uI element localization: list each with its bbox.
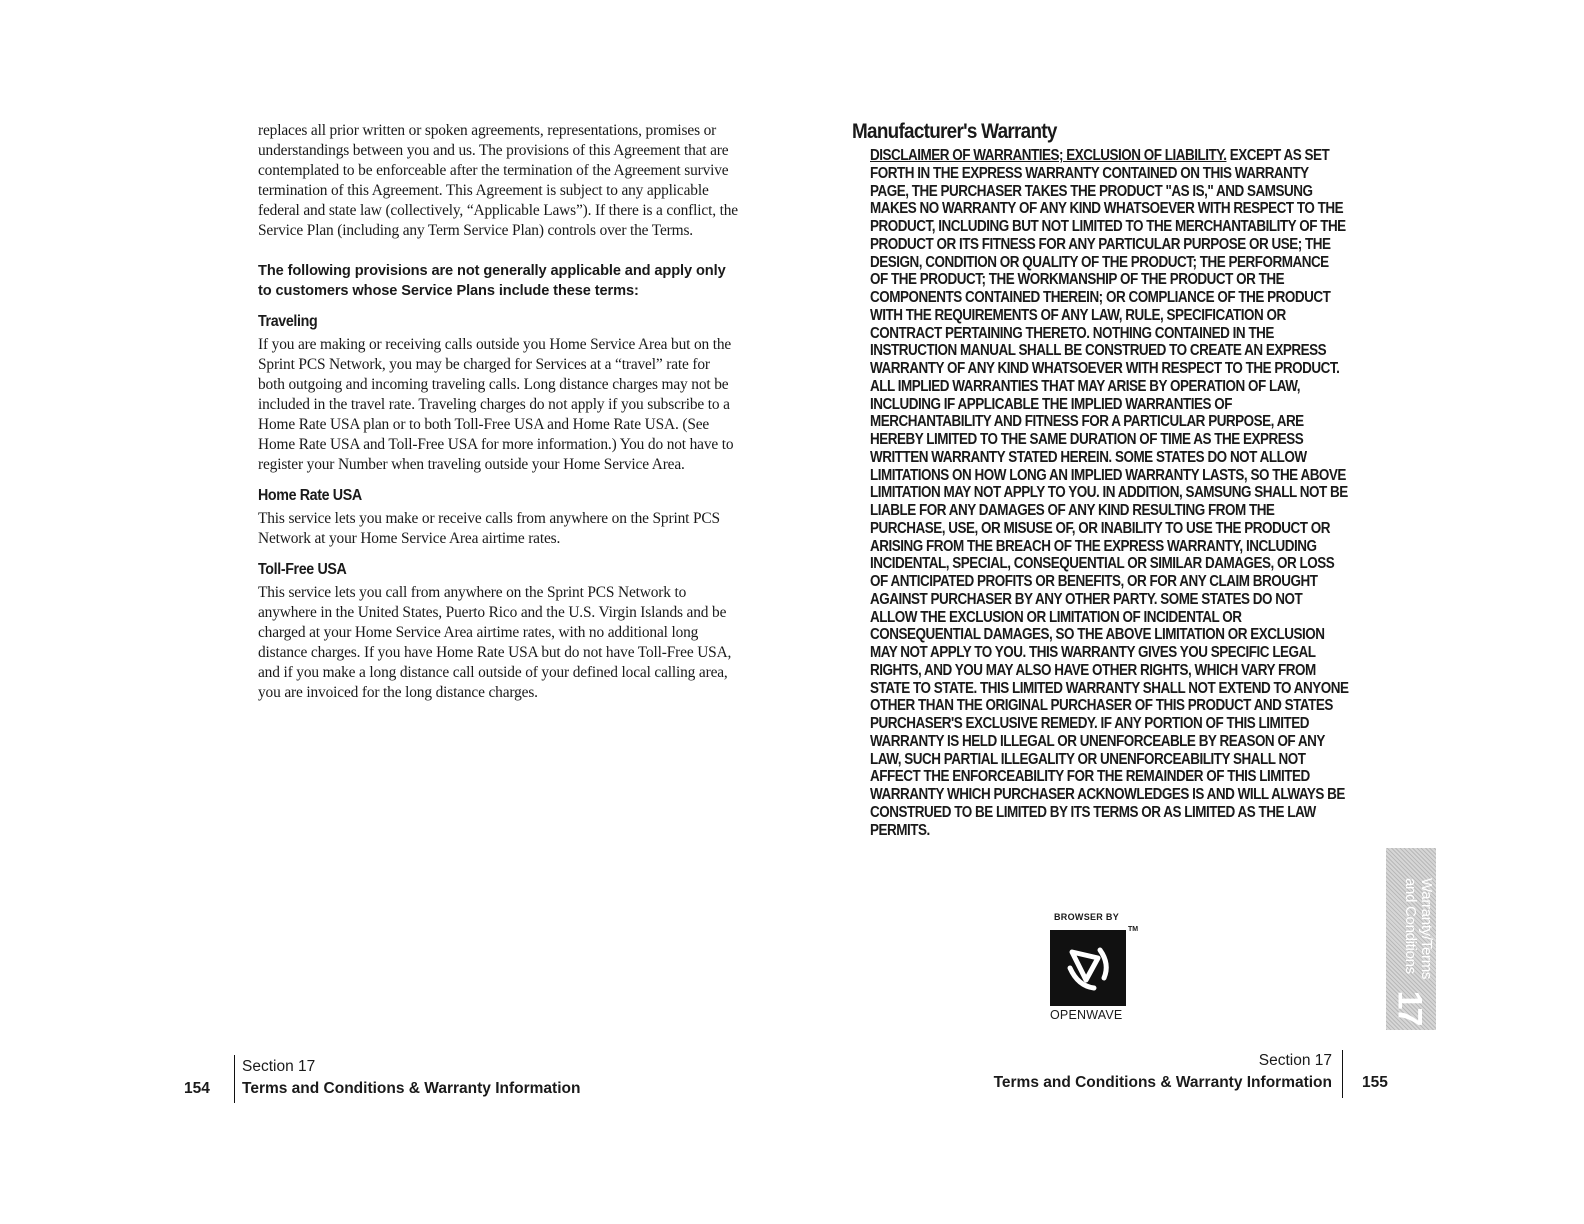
applicability-note: The following provisions are not generally applicable and apply only to customers whose Service Plans include these terms: (258, 263, 726, 299)
logo-trademark: TM (1128, 926, 1139, 933)
section-heading-home-rate-usa: Home Rate USA (258, 487, 362, 504)
side-tab-label (1390, 878, 1434, 1008)
side-tab-line2: and Conditions (1402, 878, 1419, 974)
section-heading-traveling: Traveling (258, 313, 318, 330)
left-page-number: 154 (184, 1080, 210, 1097)
left-footer-divider (234, 1055, 235, 1103)
left-page-body (258, 121, 740, 703)
section-body-home-rate-usa: This service lets you make or receive calls from anywhere on the Sprint PCS Network at your Home Service Area airtime rates. (258, 510, 720, 547)
right-page-number: 155 (1362, 1074, 1388, 1091)
page-title: Manufacturer's Warranty (852, 120, 1057, 143)
right-footer-divider (1342, 1050, 1343, 1098)
section-heading-toll-free-usa: Toll-Free USA (258, 561, 347, 578)
section-body-traveling: If you are making or receiving calls outside you Home Service Area but on the Sprint PCS Network, you may be charged for Services at a “travel” rate for both outgoing and incoming traveling calls. Long distance charges may not be included in the travel rate. Traveling charges do not apply if you subscribe to a Home Rate USA plan or to both Toll-Free USA and Home Rate USA. (See Home Rate USA and Toll-Free USA for more information.) You do not have to register your Number when traveling outside your Home Service Area. (258, 336, 734, 473)
disclaimer-body: EXCEPT AS SET FORTH IN THE EXPRESS WARRANTY CONTAINED ON THIS WARRANTY PAGE, THE PURCHASER TAKES THE PRODUCT "AS IS," AND SAMSUNG MAKES NO WARRANTY OF ANY KIND WHATSOEVER WITH RESPECT TO THE PRODUCT, INCLUDING BUT NOT LIMITED TO THE MERCHANTABILITY OF THE PRODUCT OR ITS FITNESS FOR ANY PARTICULAR PURPOSE OR USE; THE DESIGN, CONDITION OR QUALITY OF THE PRODUCT; THE PERFORMANCE OF THE PRODUCT; THE WORKMANSHIP OF THE PRODUCT OR THE COMPONENTS CONTAINED THEREIN; OR COMPLIANCE OF THE PRODUCT WITH THE REQUIREMENTS OF ANY LAW, RULE, SPECIFICATION OR CONTRACT PERTAINING THERETO. NOTHING CONTAINED IN THE INSTRUCTION MANUAL SHALL BE CONSTRUED TO CREATE AN EXPRESS WARRANTY OF ANY KIND WHATSOEVER WITH RESPECT TO THE PRODUCT. ALL IMPLIED WARRANTIES THAT MAY ARISE BY OPERATION OF LAW, INCLUDING IF APPLICABLE THE IMPLIED WARRANTIES OF MERCHANTABILITY AND FITNESS FOR A PARTICULAR PURPOSE, ARE HEREBY LIMITED TO THE SAME DURATION OF TIME AS THE EXPRESS WRITTEN WARRANTY STATED HEREIN. SOME STATES DO NOT ALLOW LIMITATIONS ON HOW LONG AN IMPLIED WARRANTY LASTS, SO THE ABOVE LIMITATION MAY NOT APPLY TO YOU. IN ADDITION, SAMSUNG SHALL NOT BE LIABLE FOR ANY DAMAGES OF ANY KIND RESULTING FROM THE PURCHASE, USE, OR MISUSE OF, OR INABILITY TO USE THE PRODUCT OR ARISING FROM THE BREACH OF THE EXPRESS WARRANTY, INCLUDING INCIDENTAL, SPECIAL, CONSEQUENTIAL OR SIMILAR DAMAGES, OR LOSS OF ANTICIPATED PROFITS OR BENEFITS, OR FOR ANY CLAIM BROUGHT AGAINST PURCHASER BY ANY OTHER PARTY. SOME STATES DO NOT ALLOW THE EXCLUSION OR LIMITATION OF INCIDENTAL OR CONSEQUENTIAL DAMAGES, SO THE ABOVE LIMITATION OR EXCLUSION MAY NOT APPLY TO YOU. THIS WARRANTY GIVES YOU SPECIFIC LEGAL RIGHTS, AND YOU MAY ALSO HAVE OTHER RIGHTS, WHICH VARY FROM STATE TO STATE. THIS LIMITED WARRANTY SHALL NOT EXTEND TO ANYONE OTHER THAN THE ORIGINAL PURCHASER OF THIS PRODUCT AND STATES PURCHASER'S EXCLUSIVE REMEDY. IF ANY PORTION OF THIS LIMITED WARRANTY IS HELD ILLEGAL OR UNENFORCEABLE BY REASON OF ANY LAW, SUCH PARTIAL ILLEGALITY OR UNENFORCEABILITY SHALL NOT AFFECT THE ENFORCEABILITY FOR THE REMAINDER OF THIS LIMITED WARRANTY WHICH PURCHASER ACKNOWLEDGES IS AND WILL ALWAYS BE CONSTRUED TO BE LIMITED BY ITS TERMS OR AS LIMITED AS THE LAW PERMITS. (870, 147, 1349, 839)
logo-browser-by-label: BROWSER BY (1054, 912, 1120, 922)
logo-name: OPENWAVE (1050, 1008, 1123, 1022)
right-footer-title: Terms and Conditions & Warranty Information (993, 1074, 1332, 1091)
openwave-logo-icon (1050, 930, 1126, 1006)
left-footer-title: Terms and Conditions & Warranty Information (242, 1080, 581, 1097)
openwave-logo (1050, 912, 1160, 1022)
intro-paragraph: replaces all prior written or spoken agreements, representations, promises or understandings between you and us. The provisions of this Agreement that are contemplated to be enforceable after the termination of the Agreement survive termination of this Agreement. This Agreement is subject to any applicable federal and state law (collectively, “Applicable Laws”). If there is a conflict, the Service Plan (including any Term Service Plan) controls over the Terms. (258, 122, 738, 239)
section-side-tab (1386, 848, 1436, 1030)
side-tab-line1: Warranty/Terms (1418, 878, 1435, 980)
disclaimer-heading: DISCLAIMER OF WARRANTIES; EXCLUSION OF LIABILITY. (870, 147, 1227, 164)
left-footer-section: Section 17 (242, 1058, 316, 1075)
section-body-toll-free-usa: This service lets you call from anywhere on the Sprint PCS Network to anywhere in the United States, Puerto Rico and the U.S. Virgin Islands and be charged at your Home Service Area airtime rates, with no additional long distance charges. If you have Home Rate USA but do not have Toll-Free USA, and if you make a long distance call outside of your defined local calling area, you are invoiced for the long distance charges. (258, 584, 732, 701)
warranty-disclaimer (870, 147, 1350, 839)
right-footer-section: Section 17 (1258, 1052, 1332, 1069)
side-tab-number: 17 (1390, 990, 1429, 1025)
openwave-symbol-icon (1050, 930, 1126, 1006)
